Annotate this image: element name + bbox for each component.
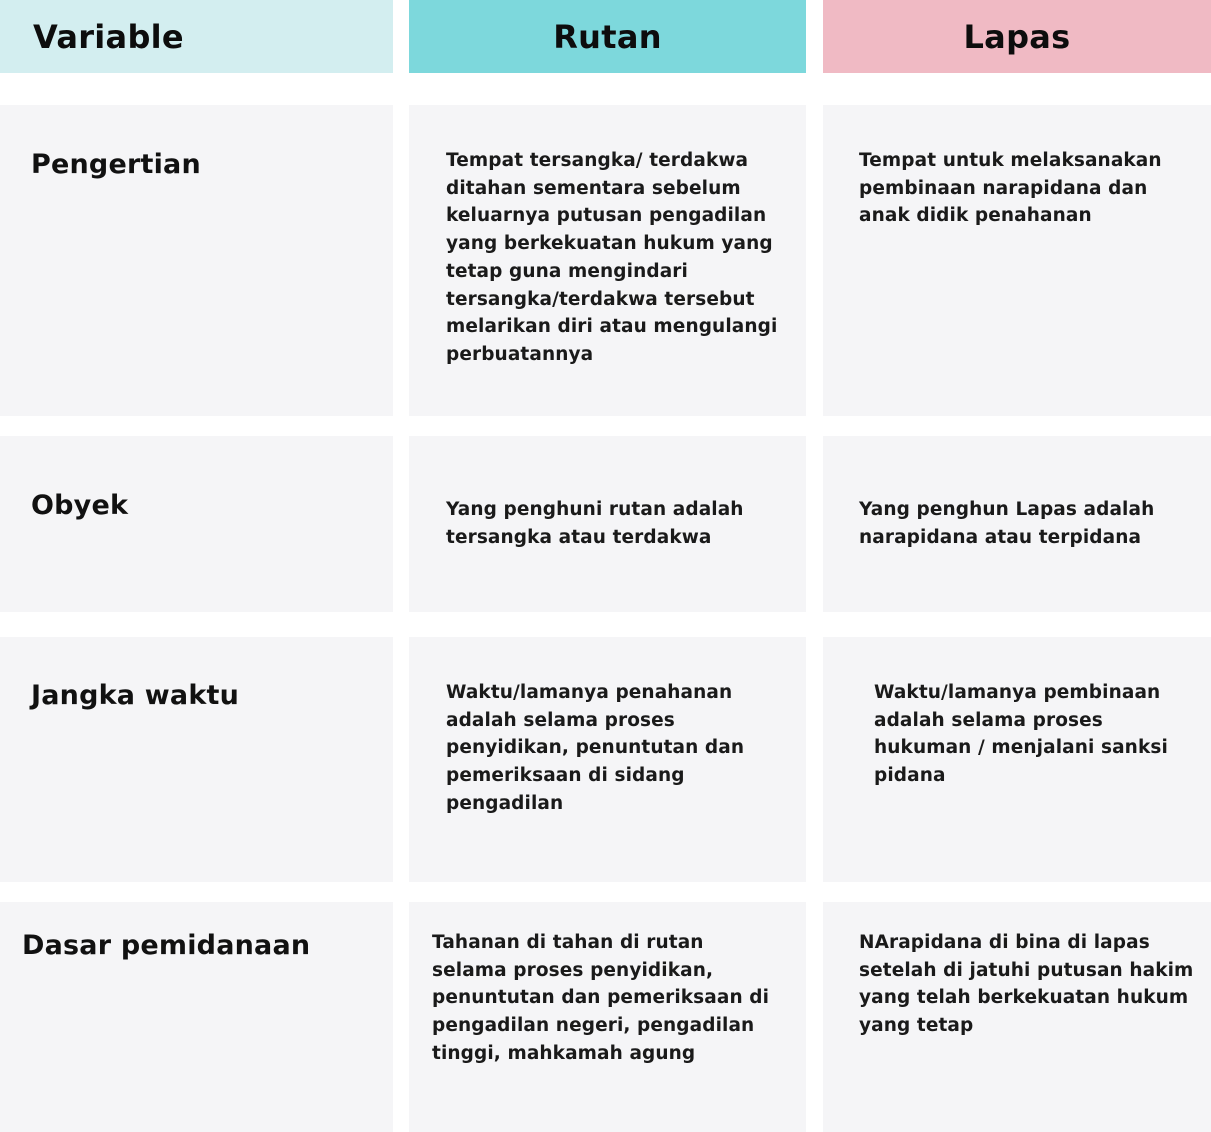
row-dasar-pemidanaan-variable-label: Dasar pemidanaan — [22, 930, 311, 961]
row-dasar-pemidanaan-variable-cell — [0, 902, 393, 1132]
row-obyek-variable-label: Obyek — [31, 490, 129, 521]
header-rutan — [409, 0, 806, 73]
row-pengertian-variable-cell — [0, 105, 393, 416]
header-lapas-label: Lapas — [963, 17, 1071, 56]
header-lapas — [823, 0, 1211, 73]
header-variable — [0, 0, 393, 73]
row-jangka-waktu-lapas-text: Waktu/lamanya pembinaan adalah selama proses hukuman / menjalani sanksi pidana — [874, 682, 1168, 787]
row-jangka-waktu-rutan-text: Waktu/lamanya penahanan adalah selama proses penyidikan, penuntutan dan pemeriksaan di sidang pengadilan — [446, 682, 745, 814]
row-dasar-pemidanaan-rutan-text: Tahanan di tahan di rutan selama proses penyidikan, penuntutan dan pemeriksaan di pengadilan negeri, pengadilan tinggi, mahkamah agung — [432, 932, 770, 1064]
row-obyek-rutan-text: Yang penghuni rutan adalah tersangka atau terdakwa — [446, 499, 744, 548]
header-variable-label: Variable — [33, 17, 184, 56]
row-dasar-pemidanaan-lapas-text: NArapidana di bina di lapas setelah di jatuhi putusan hakim yang telah berkekuatan hukum yang tetap — [859, 932, 1194, 1037]
row-dasar-pemidanaan-lapas-cell — [823, 902, 1211, 1132]
row-jangka-waktu-lapas-cell — [823, 637, 1211, 882]
row-pengertian-rutan-text: Tempat tersangka/ terdakwa ditahan sementara sebelum keluarnya putusan pengadilan yang berkekuatan hukum yang tetap guna mengindari tersangka/terdakwa tersebut melarikan diri atau mengulangi perbuatannya — [446, 150, 778, 365]
row-jangka-waktu-variable-label: Jangka waktu — [31, 680, 240, 711]
header-rutan-label: Rutan — [553, 17, 662, 56]
row-obyek-rutan-cell — [409, 436, 806, 612]
row-pengertian-lapas-cell — [823, 105, 1211, 416]
row-jangka-waktu-rutan-cell — [409, 637, 806, 882]
row-obyek-variable-cell — [0, 436, 393, 612]
row-obyek-lapas-text: Yang penghun Lapas adalah narapidana atau terpidana — [859, 499, 1155, 548]
row-pengertian-lapas-text: Tempat untuk melaksanakan pembinaan narapidana dan anak didik penahanan — [859, 150, 1162, 227]
row-pengertian-variable-label: Pengertian — [31, 149, 201, 180]
row-dasar-pemidanaan-rutan-cell — [409, 902, 806, 1132]
row-jangka-waktu-variable-cell — [0, 637, 393, 882]
row-pengertian-rutan-cell — [409, 105, 806, 416]
row-obyek-lapas-cell — [823, 436, 1211, 612]
